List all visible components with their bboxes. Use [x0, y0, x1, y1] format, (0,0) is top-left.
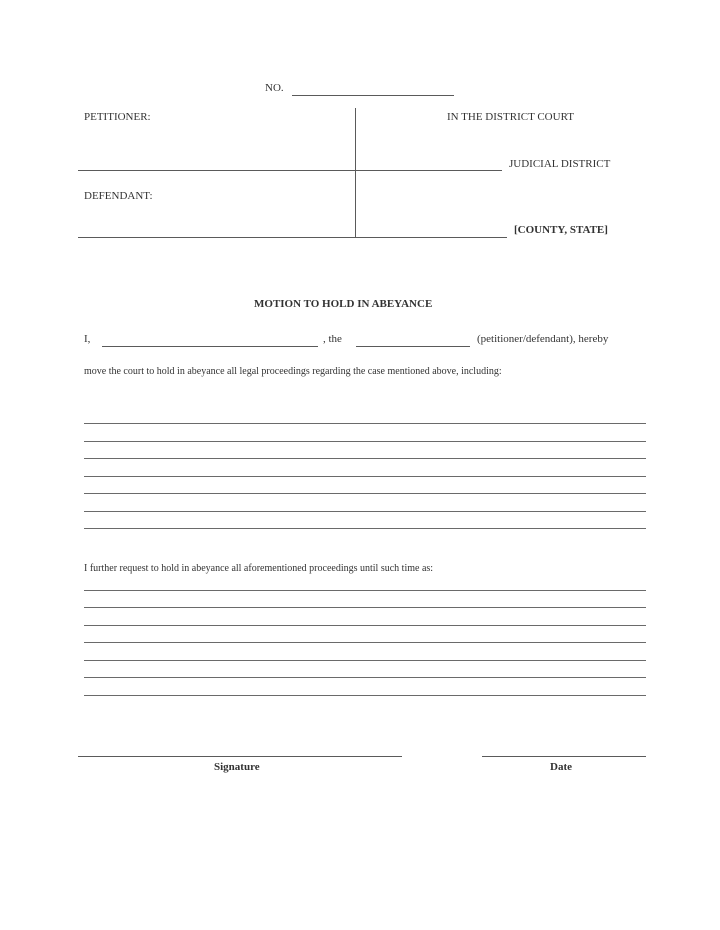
until-line[interactable]: [84, 625, 646, 626]
until-line[interactable]: [84, 677, 646, 678]
intro-i-text: I,: [84, 333, 91, 345]
until-line[interactable]: [84, 607, 646, 608]
defendant-label: DEFENDANT:: [84, 190, 153, 202]
intro-the-text: , the: [323, 333, 342, 345]
court-label: IN THE DISTRICT COURT: [447, 111, 574, 123]
case-number-field[interactable]: [292, 95, 454, 96]
signature-field[interactable]: [78, 756, 402, 757]
petitioner-name-field[interactable]: [78, 170, 355, 171]
defendant-name-field[interactable]: [78, 237, 355, 238]
judicial-district-label: JUDICIAL DISTRICT: [509, 158, 611, 170]
name-field[interactable]: [102, 346, 318, 347]
date-field[interactable]: [482, 756, 646, 757]
judicial-district-field[interactable]: [355, 170, 502, 171]
until-line[interactable]: [84, 590, 646, 591]
until-line[interactable]: [84, 695, 646, 696]
further-request-text: I further request to hold in abeyance all aforementioned proceedings until such time as:: [84, 563, 434, 574]
role-field[interactable]: [356, 346, 470, 347]
county-state-label: [COUNTY, STATE]: [514, 224, 608, 236]
county-state-field[interactable]: [355, 237, 507, 238]
proceedings-line[interactable]: [84, 493, 646, 494]
until-line[interactable]: [84, 660, 646, 661]
date-label: Date: [550, 761, 572, 773]
until-line[interactable]: [84, 642, 646, 643]
signature-label: Signature: [214, 761, 260, 773]
proceedings-line[interactable]: [84, 476, 646, 477]
document-title: MOTION TO HOLD IN ABEYANCE: [254, 298, 433, 310]
proceedings-line[interactable]: [84, 441, 646, 442]
intro-role-text: (petitioner/defendant), hereby: [477, 333, 609, 345]
proceedings-line[interactable]: [84, 511, 646, 512]
proceedings-line[interactable]: [84, 528, 646, 529]
caption-divider: [355, 108, 356, 238]
intro-line2-text: move the court to hold in abeyance all legal proceedings regarding the case mentioned above, including:: [84, 366, 502, 377]
proceedings-line[interactable]: [84, 458, 646, 459]
proceedings-line[interactable]: [84, 423, 646, 424]
case-number-label: NO.: [265, 82, 284, 94]
petitioner-label: PETITIONER:: [84, 111, 151, 123]
